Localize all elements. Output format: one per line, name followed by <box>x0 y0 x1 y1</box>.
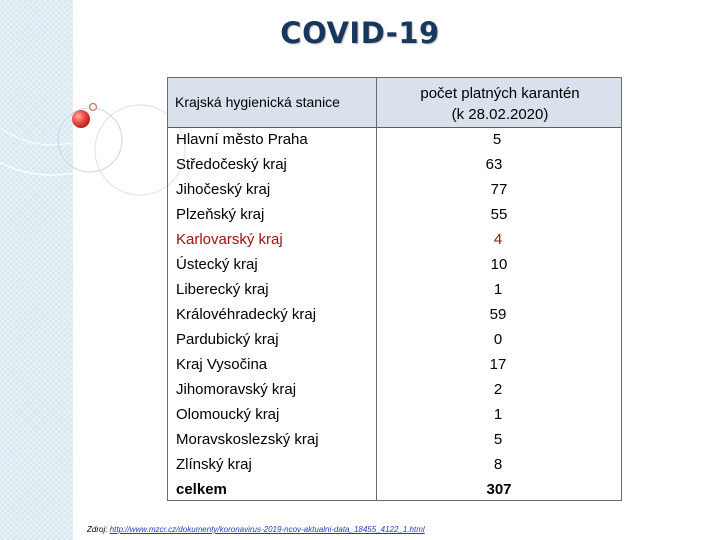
table-row <box>168 178 621 203</box>
region-name: Středočeský kraj <box>176 156 287 173</box>
quarantine-count: 4 <box>493 231 503 248</box>
table-row <box>168 128 621 153</box>
table-row <box>168 153 621 178</box>
quarantine-count: 307 <box>486 481 512 498</box>
quarantine-count: 10 <box>490 256 508 273</box>
header-region: Krajská hygienická stanice <box>175 94 340 110</box>
region-name: Hlavní město Praha <box>176 131 308 148</box>
header-count-line1: počet platných karantén <box>420 85 580 102</box>
table-row <box>168 403 621 428</box>
region-name: Ústecký kraj <box>176 256 258 273</box>
table-row <box>168 203 621 228</box>
header-count <box>377 83 623 125</box>
region-name: Olomoucký kraj <box>176 406 280 423</box>
red-orb-icon <box>72 110 90 128</box>
region-name: Jihomoravský kraj <box>176 381 297 398</box>
source-note <box>87 525 425 534</box>
table-row <box>168 278 621 303</box>
quarantine-count: 63 <box>485 156 503 173</box>
table-row <box>168 228 621 253</box>
quarantine-count: 5 <box>493 431 503 448</box>
region-name: Kraj Vysočina <box>176 356 268 373</box>
table-row <box>168 428 621 453</box>
quarantine-count: 77 <box>490 181 508 198</box>
region-name: Liberecký kraj <box>176 281 269 298</box>
table-row <box>168 303 621 328</box>
quarantine-count: 55 <box>490 206 508 223</box>
quarantine-count: 59 <box>489 306 507 323</box>
small-orb-icon <box>90 104 97 111</box>
region-name: Karlovarský kraj <box>176 231 283 248</box>
region-name: Zlínský kraj <box>176 456 252 473</box>
region-name: Jihočeský kraj <box>176 181 271 198</box>
region-name: Pardubický kraj <box>176 331 279 348</box>
table-row <box>168 353 621 378</box>
source-label: Zdroj: <box>87 525 108 534</box>
quarantine-table <box>167 77 622 501</box>
quarantine-count: 1 <box>493 281 503 298</box>
region-name: celkem <box>176 481 227 498</box>
source-link[interactable]: http://www.mzcr.cz/dokumenty/koronavirus-2019-ncov-aktualni-data_18455_4122_1.html <box>109 525 425 534</box>
table-row <box>168 253 621 278</box>
quarantine-count: 1 <box>493 406 503 423</box>
header-count-line2: (k 28.02.2020) <box>451 106 549 123</box>
table-row <box>168 328 621 353</box>
region-name: Moravskoslezský kraj <box>176 431 319 448</box>
table-row <box>168 378 621 403</box>
quarantine-count: 8 <box>493 456 503 473</box>
table-row <box>168 453 621 478</box>
quarantine-count: 17 <box>489 356 507 373</box>
region-name: Královéhradecký kraj <box>176 306 317 323</box>
table-row <box>168 478 621 503</box>
page-title: COVID-19 <box>280 16 440 50</box>
decorative-sidebar <box>0 0 73 540</box>
quarantine-count: 2 <box>493 381 503 398</box>
region-name: Plzeňský kraj <box>176 206 265 223</box>
quarantine-count: 5 <box>492 131 502 148</box>
quarantine-count: 0 <box>493 331 503 348</box>
